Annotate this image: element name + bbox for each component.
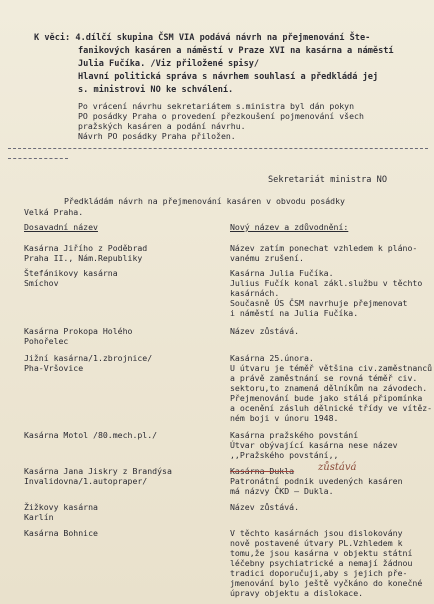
row-6-old-1: Kasárna Jana Jiskry z Brandýsa bbox=[24, 466, 172, 476]
intro-line-4: Návrh PO posádky Praha přiložen. bbox=[78, 131, 236, 141]
row-7-old-2: Karlín bbox=[24, 512, 54, 522]
row-5-new-2: Útvar obývající kasárna nese název bbox=[230, 440, 398, 450]
row-2-new-4: Současně ÚS ČSM navrhuje přejmenovat bbox=[230, 298, 408, 308]
subject-line-4: Hlavní politická správa s návrhem souhlasí a předkládá jej bbox=[78, 72, 379, 82]
row-1-new-1: Název zatím ponechat vzhledem k pláno- bbox=[230, 243, 418, 253]
subject-line-5: s. ministrovi NO ke schválení. bbox=[78, 85, 234, 95]
proposal-intro-1: Předkládám návrh na přejmenování kasáren v obvodu posádky bbox=[64, 196, 345, 206]
intro-line-3: pražských kasáren a podání návrhu. bbox=[78, 121, 246, 131]
column-header-old-name: Dosavadní název bbox=[24, 222, 98, 232]
row-1-new-2: vanému zrušení. bbox=[230, 253, 304, 263]
row-5-new-3: ,,Pražského povstání,, bbox=[230, 450, 339, 460]
separator-2 bbox=[8, 158, 68, 159]
row-2-new-5: i náměstí na Julia Fučíka. bbox=[230, 308, 359, 318]
proposal-intro-2: Velká Praha. bbox=[24, 207, 84, 217]
row-1-old-2: Praha II., Nám.Republiky bbox=[24, 253, 143, 263]
row-8-new-7: úpravy objektu a dislokace. bbox=[230, 588, 364, 598]
row-8-old-1: Kasárna Bohnice bbox=[24, 528, 98, 538]
row-2-new-1: Kasárna Julia Fučíka. bbox=[230, 268, 334, 278]
handwritten-annotation: zůstává bbox=[318, 462, 357, 473]
row-4-old-2: Pha-Vršovice bbox=[24, 363, 84, 373]
row-7-new-1: Název zůstává. bbox=[230, 502, 300, 512]
subject-line-1: K věci: 4.dílčí skupina ČSM VIA podává návrh na přejmenování Šte- bbox=[34, 33, 371, 43]
row-4-old-1: Jižní kasárna/1.zbrojnice/ bbox=[24, 353, 153, 363]
row-5-new-1: Kasárna pražského povstání bbox=[230, 430, 359, 440]
intro-line-2: PO posádky Praha o provedení přezkoušení pojmenování všech bbox=[78, 111, 364, 121]
row-2-new-2: Julius Fučík konal zákl.službu v těchto bbox=[230, 278, 423, 288]
row-8-new-4: léčebny psychiatrické a nemají žádnou bbox=[230, 558, 413, 568]
row-4-new-6: a ocenění zásluh dělnické třídy ve vítěz- bbox=[230, 403, 433, 413]
row-8-new-2: nově postavené útvary PL.Vzhledem k bbox=[230, 538, 403, 548]
row-4-new-2: U útvaru je téměř většina civ.zaměstnanců bbox=[230, 363, 433, 373]
row-8-new-1: V těchto kasárnách jsou dislokovány bbox=[230, 528, 403, 538]
row-2-new-3: kasárnách. bbox=[230, 288, 280, 298]
intro-line-1: Po vrácení návrhu sekretariátem s.ministra byl dán pokyn bbox=[78, 101, 355, 111]
row-6-new-1: Kasárna Dukla bbox=[230, 466, 295, 476]
row-2-old-2: Smíchov bbox=[24, 278, 59, 288]
row-4-new-7: ném boji v únoru 1948. bbox=[230, 413, 339, 423]
row-8-new-5: tradici doporučuji,aby s jejich pře- bbox=[230, 568, 408, 578]
row-8-new-3: tomu,že jsou kasárna v objektu státní bbox=[230, 548, 413, 558]
secretariat-stamp: Sekretariát ministra NO bbox=[268, 175, 387, 185]
row-8-new-6: jmenování bylo ještě vyčkáno do konečné bbox=[230, 578, 423, 588]
row-6-new-2: Patronátní podnik uvedených kasáren bbox=[230, 476, 403, 486]
row-3-old-2: Pohořelec bbox=[24, 336, 69, 346]
column-header-new-name: Nový název a zdůvodnění: bbox=[230, 222, 349, 232]
row-2-old-1: Štefánikovy kasárna bbox=[24, 268, 118, 278]
row-6-new-3: má názvy ČKD – Dukla. bbox=[230, 486, 334, 496]
row-3-old-1: Kasárna Prokopa Holého bbox=[24, 326, 133, 336]
row-5-old-1: Kasárna Motol /80.mech.pl./ bbox=[24, 430, 158, 440]
row-4-new-4: sektoru,to znamená dělníkům na závodech. bbox=[230, 383, 428, 393]
row-3-new-1: Název zůstává. bbox=[230, 326, 300, 336]
row-4-new-1: Kasárna 25.února. bbox=[230, 353, 314, 363]
subject-line-3: Julia Fučíka. /Viz přiložené spisy/ bbox=[78, 59, 260, 69]
row-4-new-3: a právě zaměstnání se rovná téměř civ. bbox=[230, 373, 418, 383]
subject-line-2: fanikových kasáren a náměstí v Praze XVI na kasárna a náměstí bbox=[78, 46, 394, 56]
row-4-new-5: Přejmenování bude jako stálá připomínka bbox=[230, 393, 423, 403]
separator-1 bbox=[8, 148, 428, 149]
row-6-old-2: Invalidovna/1.autopraper/ bbox=[24, 476, 148, 486]
row-7-old-1: Žižkovy kasárna bbox=[24, 502, 98, 512]
row-1-old-1: Kasárna Jiřího z Poděbrad bbox=[24, 243, 148, 253]
